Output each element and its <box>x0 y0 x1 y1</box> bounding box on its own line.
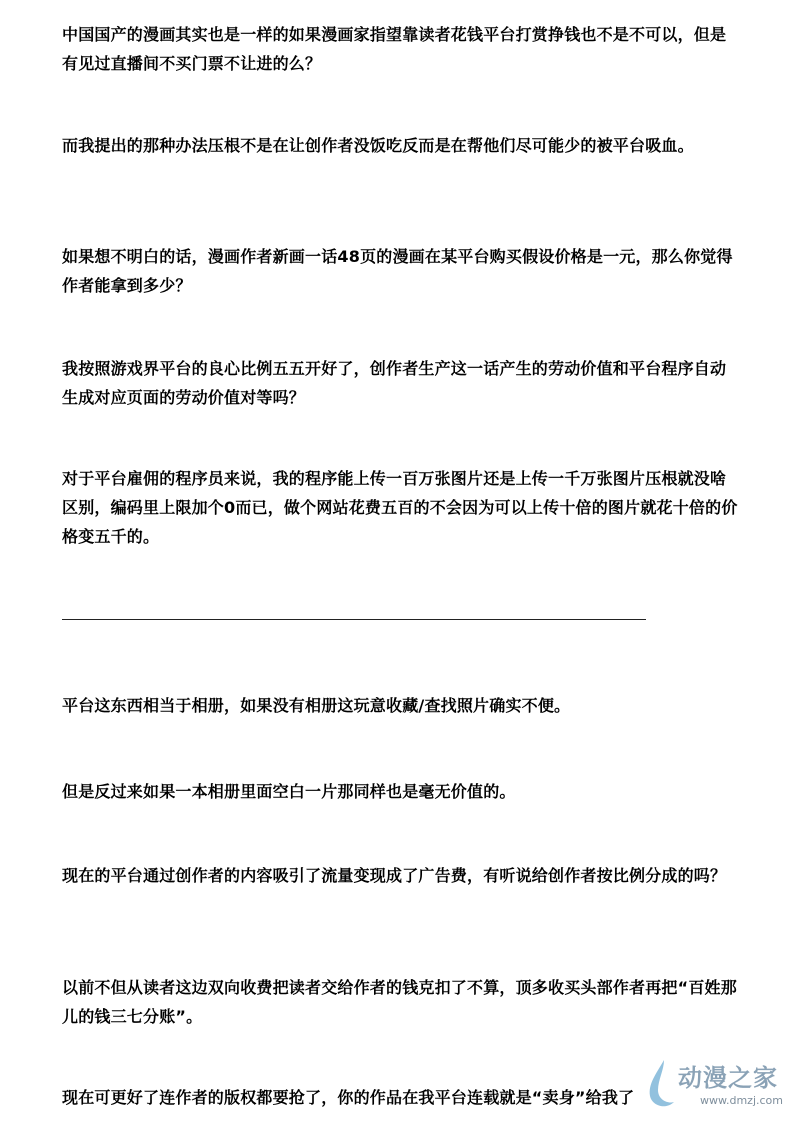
paragraph-1: 中国国产的漫画其实也是一样的如果漫画家指望靠读者花钱平台打赏挣钱也不是不可以，但是有见过直播间不买门票不让进的么？ <box>62 25 727 73</box>
paragraph-8: 现在的平台通过创作者的内容吸引了流量变现成了广告费，有听说给创作者按比例分成的吗？ <box>62 866 727 885</box>
paragraph-2: 而我提出的那种办法压根不是在让创作者没饭吃反而是在帮他们尽可能少的被平台吸血。 <box>62 136 694 155</box>
paragraph-4: 我按照游戏界平台的良心比例五五开好了，创作者生产这一话产生的劳动价值和平台程序自动生成对应页面的劳动价值对等吗？ <box>62 359 727 407</box>
paragraph-6: 平台这东西相当于相册，如果没有相册这玩意收藏/查找照片确实不便。 <box>62 696 571 715</box>
site-watermark <box>644 1054 794 1118</box>
paragraph-7: 但是反过来如果一本相册里面空白一片那同样也是毫无价值的。 <box>62 782 516 801</box>
watermark-title: 动漫之家 <box>678 1064 778 1092</box>
paragraph-5: 对于平台雇佣的程序员来说，我的程序能上传一百万张图片还是上传一千万张图片压根就没啥区别，编码里上限加个0而已，做个网站花费五百的不会因为可以上传十倍的图片就花十倍的价格变五千的。 <box>62 469 738 546</box>
paragraph-10: 现在可更好了连作者的版权都要抢了，你的作品在我平台连载就是“卖身”给我了 <box>62 1088 635 1107</box>
section-divider <box>62 619 646 620</box>
watermark-url: www.dmzj.com <box>700 1094 783 1107</box>
paragraph-9: 以前不但从读者这边双向收费把读者交给作者的钱克扣了不算，顶多收买头部作者再把“百姓那儿的钱三七分账”。 <box>62 978 737 1026</box>
droplet-logo-icon <box>644 1058 680 1110</box>
paragraph-3: 如果想不明白的话，漫画作者新画一话48页的漫画在某平台购买假设价格是一元，那么你觉得作者能拿到多少？ <box>62 247 733 295</box>
